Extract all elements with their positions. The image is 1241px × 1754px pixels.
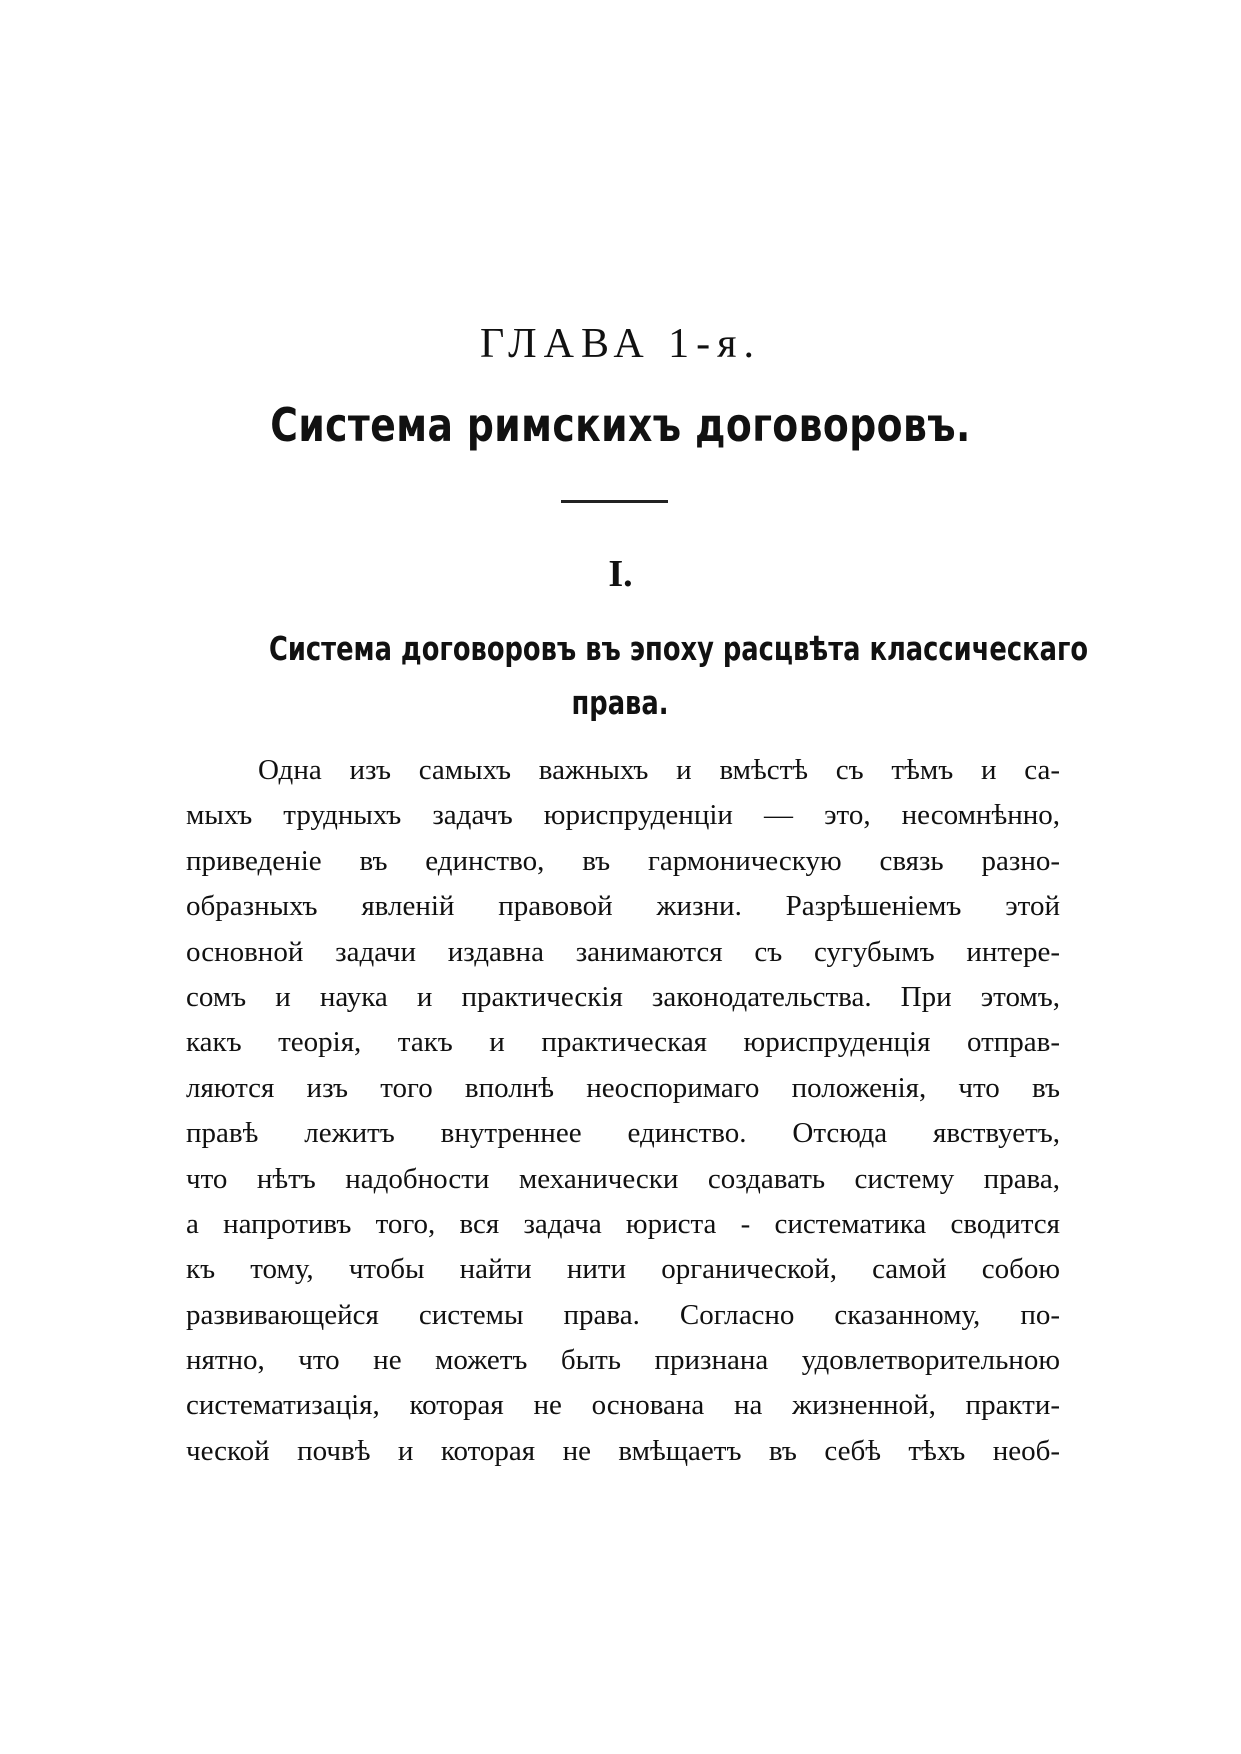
section-title-line: Система договоровъ въ эпоху расцвѣта классическаго: [269, 629, 1089, 668]
text-line: Одна изъ самыхъ важныхъ и вмѣстѣ съ тѣмъ и са-: [258, 754, 1060, 786]
section-number: I.: [608, 553, 633, 595]
text-line: правѣ лежитъ внутреннее единство. Отсюда явствуетъ,: [186, 1117, 1060, 1150]
text-line: а напротивъ того, вся задача юриста - систематика сводится: [186, 1207, 1060, 1240]
text-line: основной задачи издавна занимаются съ сугубымъ интере-: [186, 935, 1060, 968]
text-line: сомъ и наука и практическія законодательства. При этомъ,: [186, 980, 1060, 1013]
section-title-line: права.: [571, 683, 669, 722]
text-line: систематизація, которая не основана на жизненной, практи-: [186, 1389, 1060, 1422]
text-line: ческой почвѣ и которая не вмѣщаетъ въ себѣ тѣхъ необ-: [186, 1434, 1060, 1467]
text-line: нятно, что не можетъ быть признана удовлетворительною: [186, 1344, 1060, 1377]
text-line: развивающейся системы права. Согласно сказанному, по-: [186, 1298, 1060, 1331]
chapter-title: Система римскихъ договоровъ.: [270, 398, 971, 452]
text-line: образныхъ явленій правовой жизни. Разрѣшеніемъ этой: [186, 890, 1060, 923]
text-line: какъ теорія, такъ и практическая юриспруденція отправ-: [186, 1026, 1060, 1059]
text-line: мыхъ трудныхъ задачъ юриспруденціи — это, несомнѣнно,: [186, 799, 1060, 832]
text-line: къ тому, чтобы найти нити органической, самой собою: [186, 1253, 1060, 1286]
section-title: [170, 622, 1089, 730]
text-line: приведеніе въ единство, въ гармоническую связь разно-: [186, 844, 1060, 877]
chapter-heading: ГЛАВА 1-я.: [480, 321, 761, 367]
title-divider: [561, 500, 668, 503]
text-line: что нѣтъ надобности механически создавать систему права,: [186, 1162, 1060, 1195]
text-line: ляются изъ того вполнѣ неоспоримаго положенія, что въ: [186, 1071, 1060, 1104]
body-paragraph: [186, 748, 1060, 1474]
